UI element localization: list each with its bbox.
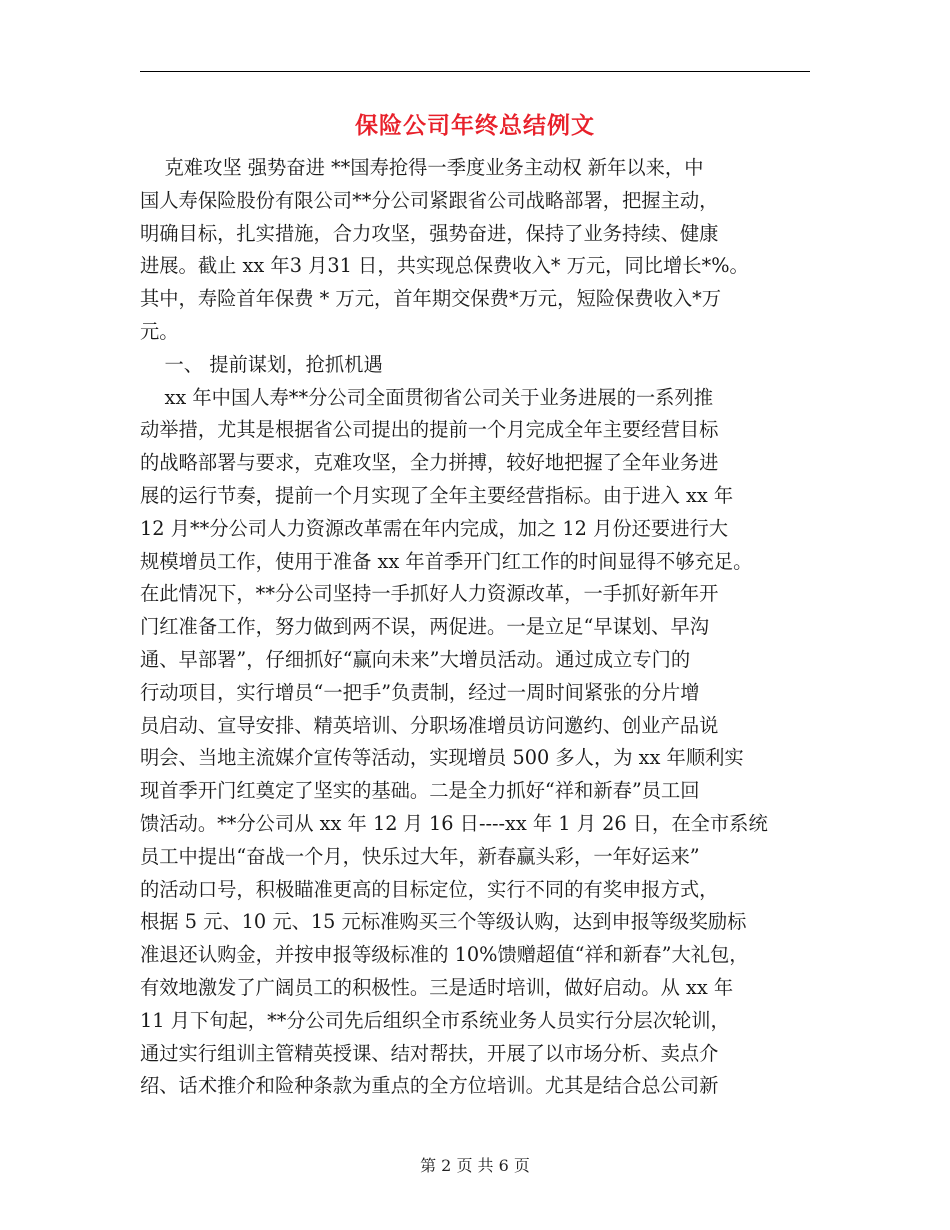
body-line: 进展。截止 xx 年3 月31 日，共实现总保费收入* 万元，同比增长*%。 (140, 254, 749, 278)
body-line: 11 月下旬起，**分公司先后组织全市系统业务人员实行分层次轮训， (140, 1008, 730, 1032)
body-line: 员工中提出“奋战一个月，快乐过大年，新春赢头彩，一年好运来” (140, 844, 700, 868)
body-line: 的战略部署与要求，克难攻坚，全力拼搏，较好地把握了全年业务进 (140, 451, 719, 475)
body-line: 准退还认购金，并按申报等级标准的 10%馈赠超值“祥和新春”大礼包， (140, 943, 749, 967)
body-line: xx 年中国人寿**分公司全面贯彻省公司关于业务进展的一系列推 (140, 385, 713, 409)
body-line: 绍、话术推介和险种条款为重点的全方位培训。尤其是结合总公司新 (140, 1074, 719, 1098)
body-line: 馈活动。**分公司从 xx 年 12 月 16 日----xx 年 1 月 26 日，在全市系统 (140, 811, 768, 835)
body-line: 员启动、宣导安排、精英培训、分职场准增员访问邀约、创业产品说 (140, 713, 719, 737)
body-line: 在此情况下，**分公司坚持一手抓好人力资源改革，一手抓好新年开 (140, 582, 719, 606)
body-line: 元。 (140, 319, 179, 343)
page-footer: 第 2 页 共 6 页 (420, 1156, 530, 1175)
body-line: 12 月**分公司人力资源改革需在年内完成，加之 12 月份还要进行大 (140, 516, 729, 540)
body-line: 有效地激发了广阔员工的积极性。三是适时培训，做好启动。从 xx 年 (140, 975, 734, 999)
body-line: 根据 5 元、10 元、15 元标准购买三个等级认购，达到申报等级奖励标 (140, 910, 747, 934)
body-line: 通过实行组训主管精英授课、结对帮扶，开展了以市场分析、卖点介 (140, 1041, 719, 1065)
document-title: 保险公司年终总结例文 (355, 112, 595, 139)
body-line: 国人寿保险股份有限公司**分公司紧跟省公司战略部署，把握主动， (140, 188, 719, 212)
body-line: 规模增员工作，使用于准备 xx 年首季开门红工作的时间显得不够充足。 (140, 549, 753, 573)
body-line: 克难攻坚 强势奋进 **国寿抢得一季度业务主动权 新年以来，中 (140, 156, 704, 179)
body-line: 通、早部署”，仔细抓好“赢向未来”大增员活动。通过成立专门的 (140, 647, 691, 671)
body-line: 其中，寿险首年保费 * 万元，首年期交保费*万元，短险保费收入*万 (140, 287, 722, 311)
section-heading: 一、 提前谋划，抢抓机遇 (140, 352, 383, 376)
document-body (140, 152, 820, 1103)
body-line: 现首季开门红奠定了坚实的基础。二是全力抓好“祥和新春”员工回 (140, 779, 700, 803)
body-line: 的活动口号，积极瞄准更高的目标定位，实行不同的有奖申报方式， (140, 877, 719, 901)
body-line: 门红准备工作，努力做到两不误，两促进。一是立足“早谋划、早沟 (140, 615, 710, 639)
body-line: 明确目标，扎实措施，合力攻坚，强势奋进，保持了业务持续、健康 (140, 221, 719, 245)
body-line: 展的运行节奏，提前一个月实现了全年主要经营指标。由于进入 xx 年 (140, 483, 734, 507)
body-line: 明会、当地主流媒介宣传等活动，实现增员 500 多人，为 xx 年顺利实 (140, 746, 744, 770)
header-rule (140, 71, 810, 72)
body-line: 动举措，尤其是根据省公司提出的提前一个月完成全年主要经营目标 (140, 418, 719, 442)
body-line: 行动项目，实行增员“一把手”负责制，经过一周时间紧张的分片增 (140, 680, 700, 704)
